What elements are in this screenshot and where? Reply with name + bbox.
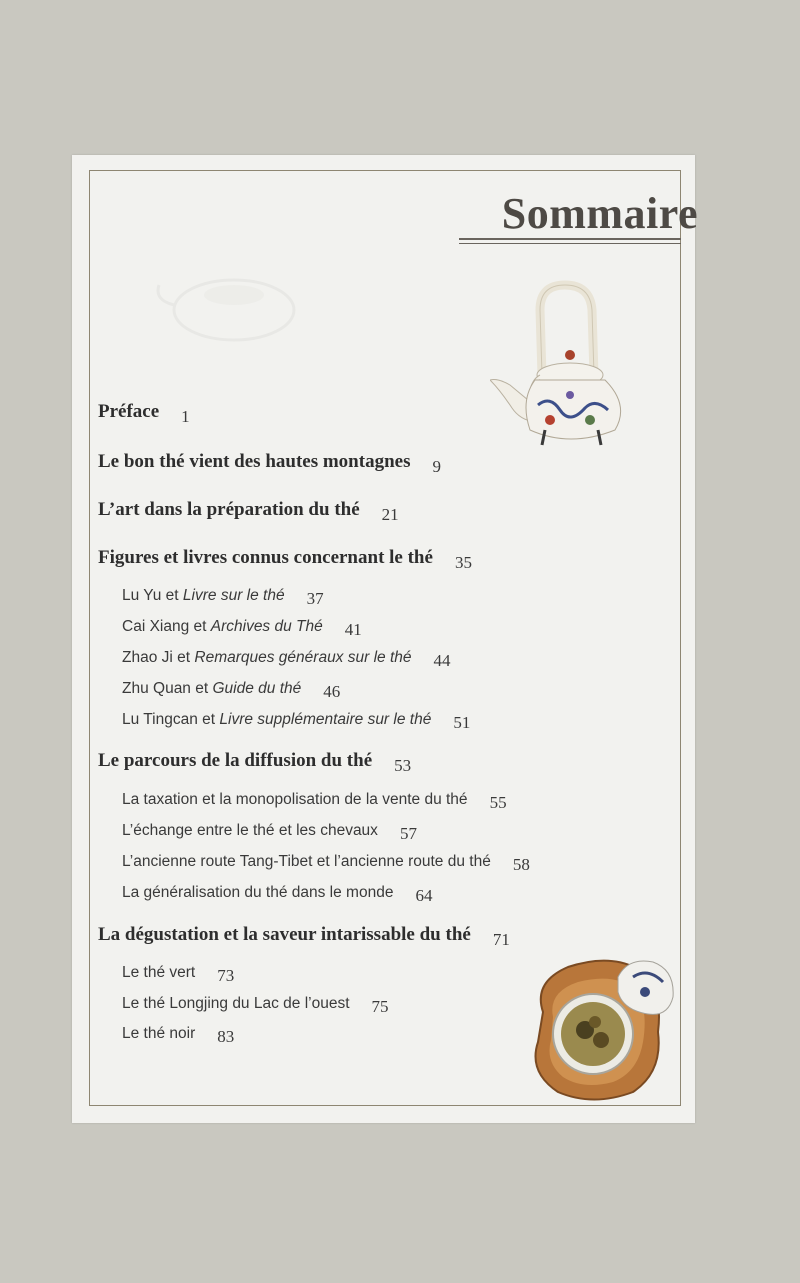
toc-item: Zhao Ji et Remarques généraux sur le thé 44 (122, 649, 451, 670)
toc-chapter-3 (98, 547, 472, 572)
toc-chapter-4 (98, 750, 412, 775)
book-page (72, 155, 698, 1123)
title-underline (459, 238, 681, 240)
toc-chapter-5 (98, 924, 510, 949)
toc-chapter-3-title: Figures et livres connus concernant le thé (98, 547, 433, 568)
page-title: Sommaire (501, 189, 698, 238)
toc-preface-page: 1 (181, 407, 190, 426)
toc-item: Zhu Quan et Guide du thé 46 (122, 680, 341, 701)
toc-item: L’échange entre le thé et les chevaux 57 (122, 822, 417, 843)
toc-item: La généralisation du thé dans le monde 64 (122, 884, 433, 905)
toc-chapter-4-title: Le parcours de la diffusion du thé (98, 750, 373, 771)
toc-chapter-1-page: 9 (432, 457, 441, 476)
toc-item: Le thé vert 73 (122, 964, 235, 985)
toc-chapter-4-page: 53 (394, 756, 412, 775)
toc-chapter-1-title: Le bon thé vient des hautes montagnes (98, 451, 411, 472)
toc-item: La taxation et la monopolisation de la vente du thé 55 (122, 791, 507, 812)
toc-chapter-5-page: 71 (492, 930, 510, 949)
toc-item: Le thé noir 83 (122, 1025, 235, 1046)
toc-item: Lu Tingcan et Livre supplémentaire sur le thé 51 (122, 711, 471, 732)
toc-chapter-1 (98, 451, 441, 476)
title-underline-thin (459, 243, 681, 244)
toc-chapter-2-page: 21 (381, 505, 399, 524)
ghost-teapot-icon (154, 260, 314, 350)
teacup-icon (523, 952, 680, 1104)
teapot-icon (490, 280, 640, 455)
toc-preface (98, 401, 190, 426)
toc-chapter-2 (98, 499, 399, 524)
toc-chapter-2-title: L’art dans la préparation du thé (98, 499, 360, 520)
toc-item: Cai Xiang et Archives du Thé 41 (122, 618, 362, 639)
toc-preface-title: Préface (98, 401, 160, 422)
toc-item: L’ancienne route Tang-Tibet et l’ancienne route du thé 58 (122, 853, 530, 874)
toc-item: Le thé Longjing du Lac de l’ouest 75 (122, 995, 389, 1016)
toc-chapter-5-title: La dégustation et la saveur intarissable du thé (98, 924, 471, 945)
toc-chapter-3-page: 35 (454, 553, 472, 572)
toc-item: Lu Yu et Livre sur le thé 37 (122, 587, 324, 608)
